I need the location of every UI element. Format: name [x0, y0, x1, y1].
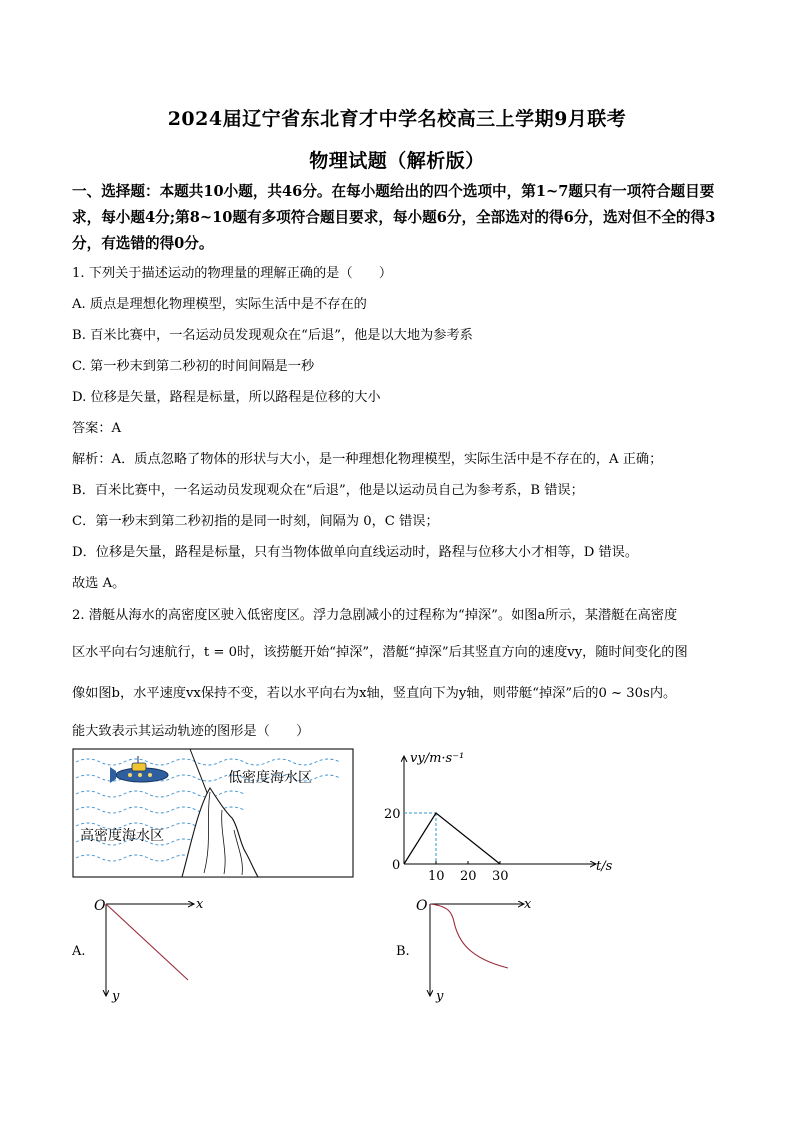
- option-a-origin: O: [94, 898, 106, 914]
- q1-option-a: A. 质点是理想化物理模型，实际生活中是不存在的: [72, 297, 367, 312]
- option-a-trajectory: [106, 904, 188, 980]
- vy-series-line: [404, 813, 500, 864]
- option-b-x-label: x: [524, 897, 532, 912]
- option-a-letter: A.: [72, 944, 86, 959]
- q2-line-3: 像如图b，水平速度vx保持不变，若以水平向右为x轴，竖直向下为y轴，则带艇“掉深”后的0 ~ 30s内。: [72, 686, 677, 701]
- option-a-x-label: x: [196, 897, 204, 912]
- figure-b-vy-t-chart: [374, 748, 624, 884]
- x-axis-label: t/s: [596, 859, 613, 874]
- label-high-density: 高密度海水区: [80, 828, 164, 844]
- q2-line-2: 区水平向右匀速航行，t = 0时，该捞艇开始“掉深”，潜艇“掉深”后其竖直方向的速度vy，随时间变化的图: [72, 645, 688, 660]
- origin-label: 0: [392, 858, 401, 873]
- option-b-y-label: y: [436, 989, 444, 1004]
- q1-analysis-d: D．位移是矢量，路程是标量，只有当物体做单向直线运动时，路程与位移大小才相等，D 错误。: [72, 545, 639, 560]
- figure-a-submarine: [72, 748, 354, 878]
- exam-subtitle: 物理试题（解析版）: [309, 150, 485, 172]
- option-a-y-label: y: [112, 989, 120, 1004]
- q1-conclusion: 故选 A。: [72, 576, 126, 591]
- q1-analysis-b: B．百米比赛中，一名运动员发现观众在“后退”，他是以运动员自己为参考系，B 错误；: [72, 483, 584, 498]
- q1-stem: 1. 下列关于描述运动的物理量的理解正确的是（ ）: [72, 266, 393, 281]
- q1-answer: 答案：A: [72, 421, 122, 436]
- q2-line-4: 能大致表示其运动轨迹的图形是（ ）: [72, 724, 310, 739]
- section-header: 一、选择题：本题共10小题，共46分。在每小题给出的四个选项中，第1~7题只有一项符合题目要求，每小题4分;第8~10题有多项符合题目要求，每小题6分，全部选对的得6分，选对但不全的得3分，有选错的得0分。: [72, 183, 716, 252]
- option-a-graph: [72, 892, 222, 1004]
- q1-analysis-c: C．第一秒末到第二秒初指的是同一时刻，间隔为 0，C 错误；: [72, 514, 439, 529]
- q1-analysis-a: 解析：A．质点忽略了物体的形状与大小，是一种理想化物理模型，实际生活中是不存在的，A 正确；: [72, 452, 663, 467]
- exam-title: 2024届辽宁省东北育才中学名校高三上学期9月联考: [167, 108, 627, 130]
- x-tick-label-20: 20: [460, 869, 477, 884]
- q1-option-c: C. 第一秒末到第二秒初的时间间隔是一秒: [72, 359, 315, 374]
- option-b-origin: O: [416, 898, 428, 914]
- q1-option-d: D. 位移是矢量，路程是标量，所以路程是位移的大小: [72, 390, 381, 405]
- y-tick-label-20: 20: [384, 807, 401, 822]
- label-low-density: 低密度海水区: [228, 770, 312, 786]
- q1-option-b: B. 百米比赛中，一名运动员发现观众在“后退”，他是以大地为参考系: [72, 328, 473, 343]
- q2-line-1: 2. 潜艇从海水的高密度区驶入低密度区。浮力急剧减小的过程称为“掉深”。如图a所示，某潜艇在高密度: [72, 608, 678, 623]
- option-b-trajectory: [430, 904, 508, 968]
- x-tick-label-10: 10: [428, 869, 445, 884]
- option-b-graph: [396, 892, 546, 1004]
- y-axis-label: vy/m·s⁻¹: [410, 751, 465, 766]
- x-tick-label-30: 30: [492, 869, 509, 884]
- option-b-letter: B.: [396, 944, 410, 959]
